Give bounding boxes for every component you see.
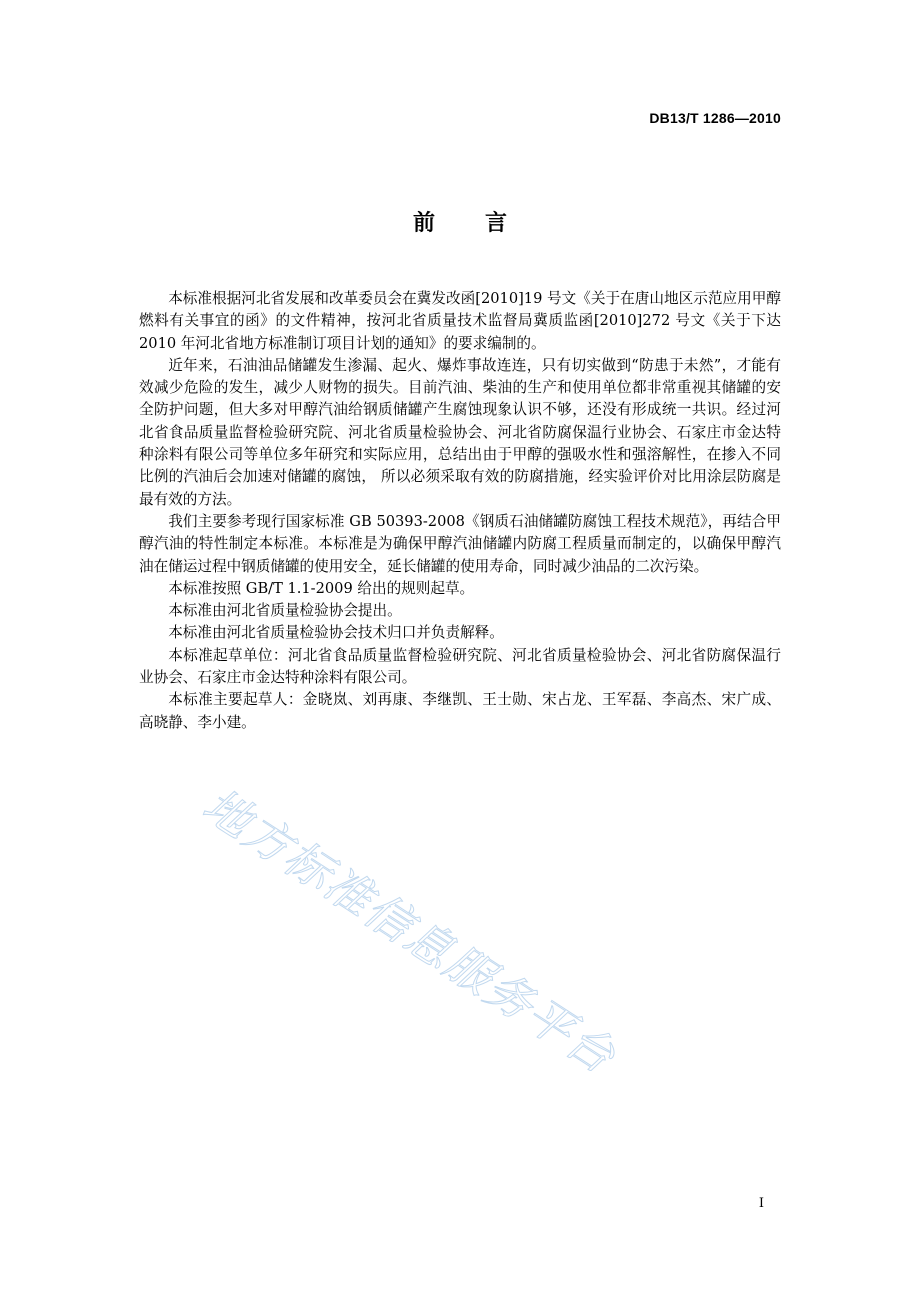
paragraph-basis: 本标准根据河北省发展和改革委员会在冀发改函[2010]19 号文《关于在唐山地区示范应用甲醇燃料有关事宜的函》的文件精神，按河北省质量技术监督局冀质监函[2010]272 号文《关于下达 2010 年河北省地方标准制订项目计划的通知》的要求编制的。 <box>139 290 781 352</box>
document-code: DB13/T 1286—2010 <box>649 110 781 126</box>
paragraph-background: 近年来，石油油品储罐发生渗漏、起火、爆炸事故连连，只有切实做到“防患于未然”，才能有效减少危险的发生，减少人财物的损失。目前汽油、柴油的生产和使用单位都非常重视其储罐的安全防护问题，但大多对甲醇汽油给钢质储罐产生腐蚀现象认识不够，还没有形成统一共识。经过河北省食品质量监督检验研究院、河北省质量检验协会、河北省防腐保温行业协会、石家庄市金达特种涂料有限公司等单位多年研究和实际应用，总结出由于甲醇的强吸水性和强溶解性，在掺入不同比例的汽油后会加速对储罐的腐蚀， 所以必须采取有效的防腐措施，经实验评价对比用涂层防腐是最有效的方法。 <box>139 356 781 508</box>
page-title: 前言 <box>412 211 557 236</box>
paragraph-proposer: 本标准由河北省质量检验协会提出。 <box>168 602 402 620</box>
paragraph-drafting-rules: 本标准按照 GB/T 1.1-2009 给出的规则起草。 <box>168 579 475 597</box>
foreword-body <box>139 288 781 734</box>
paragraph-technical-owner: 本标准由河北省质量检验协会技术归口并负责解释。 <box>168 624 504 642</box>
paragraph-drafting-units: 本标准起草单位：河北省食品质量监督检验研究院、河北省质量检验协会、河北省防腐保温行业协会、石家庄市金达特种涂料有限公司。 <box>139 646 781 687</box>
paragraph-drafters: 本标准主要起草人：金晓岚、刘再康、李继凯、王士勋、宋占龙、王军磊、李高杰、宋广成、高晓静、李小建。 <box>139 691 781 731</box>
paragraph-references: 我们主要参考现行国家标准 GB 50393-2008《钢质石油储罐防腐蚀工程技术规范》，再结合甲醇汽油的特性制定本标准。本标准是为确保甲醇汽油储罐内防腐工程质量而制定的，以确保甲醇汽油在储运过程中钢质储罐的使用安全，延长储罐的使用寿命，同时减少油品的二次污染。 <box>139 512 781 575</box>
watermark: 地方标准信息服务平台 <box>193 777 626 1085</box>
page-number: I <box>758 1196 764 1211</box>
